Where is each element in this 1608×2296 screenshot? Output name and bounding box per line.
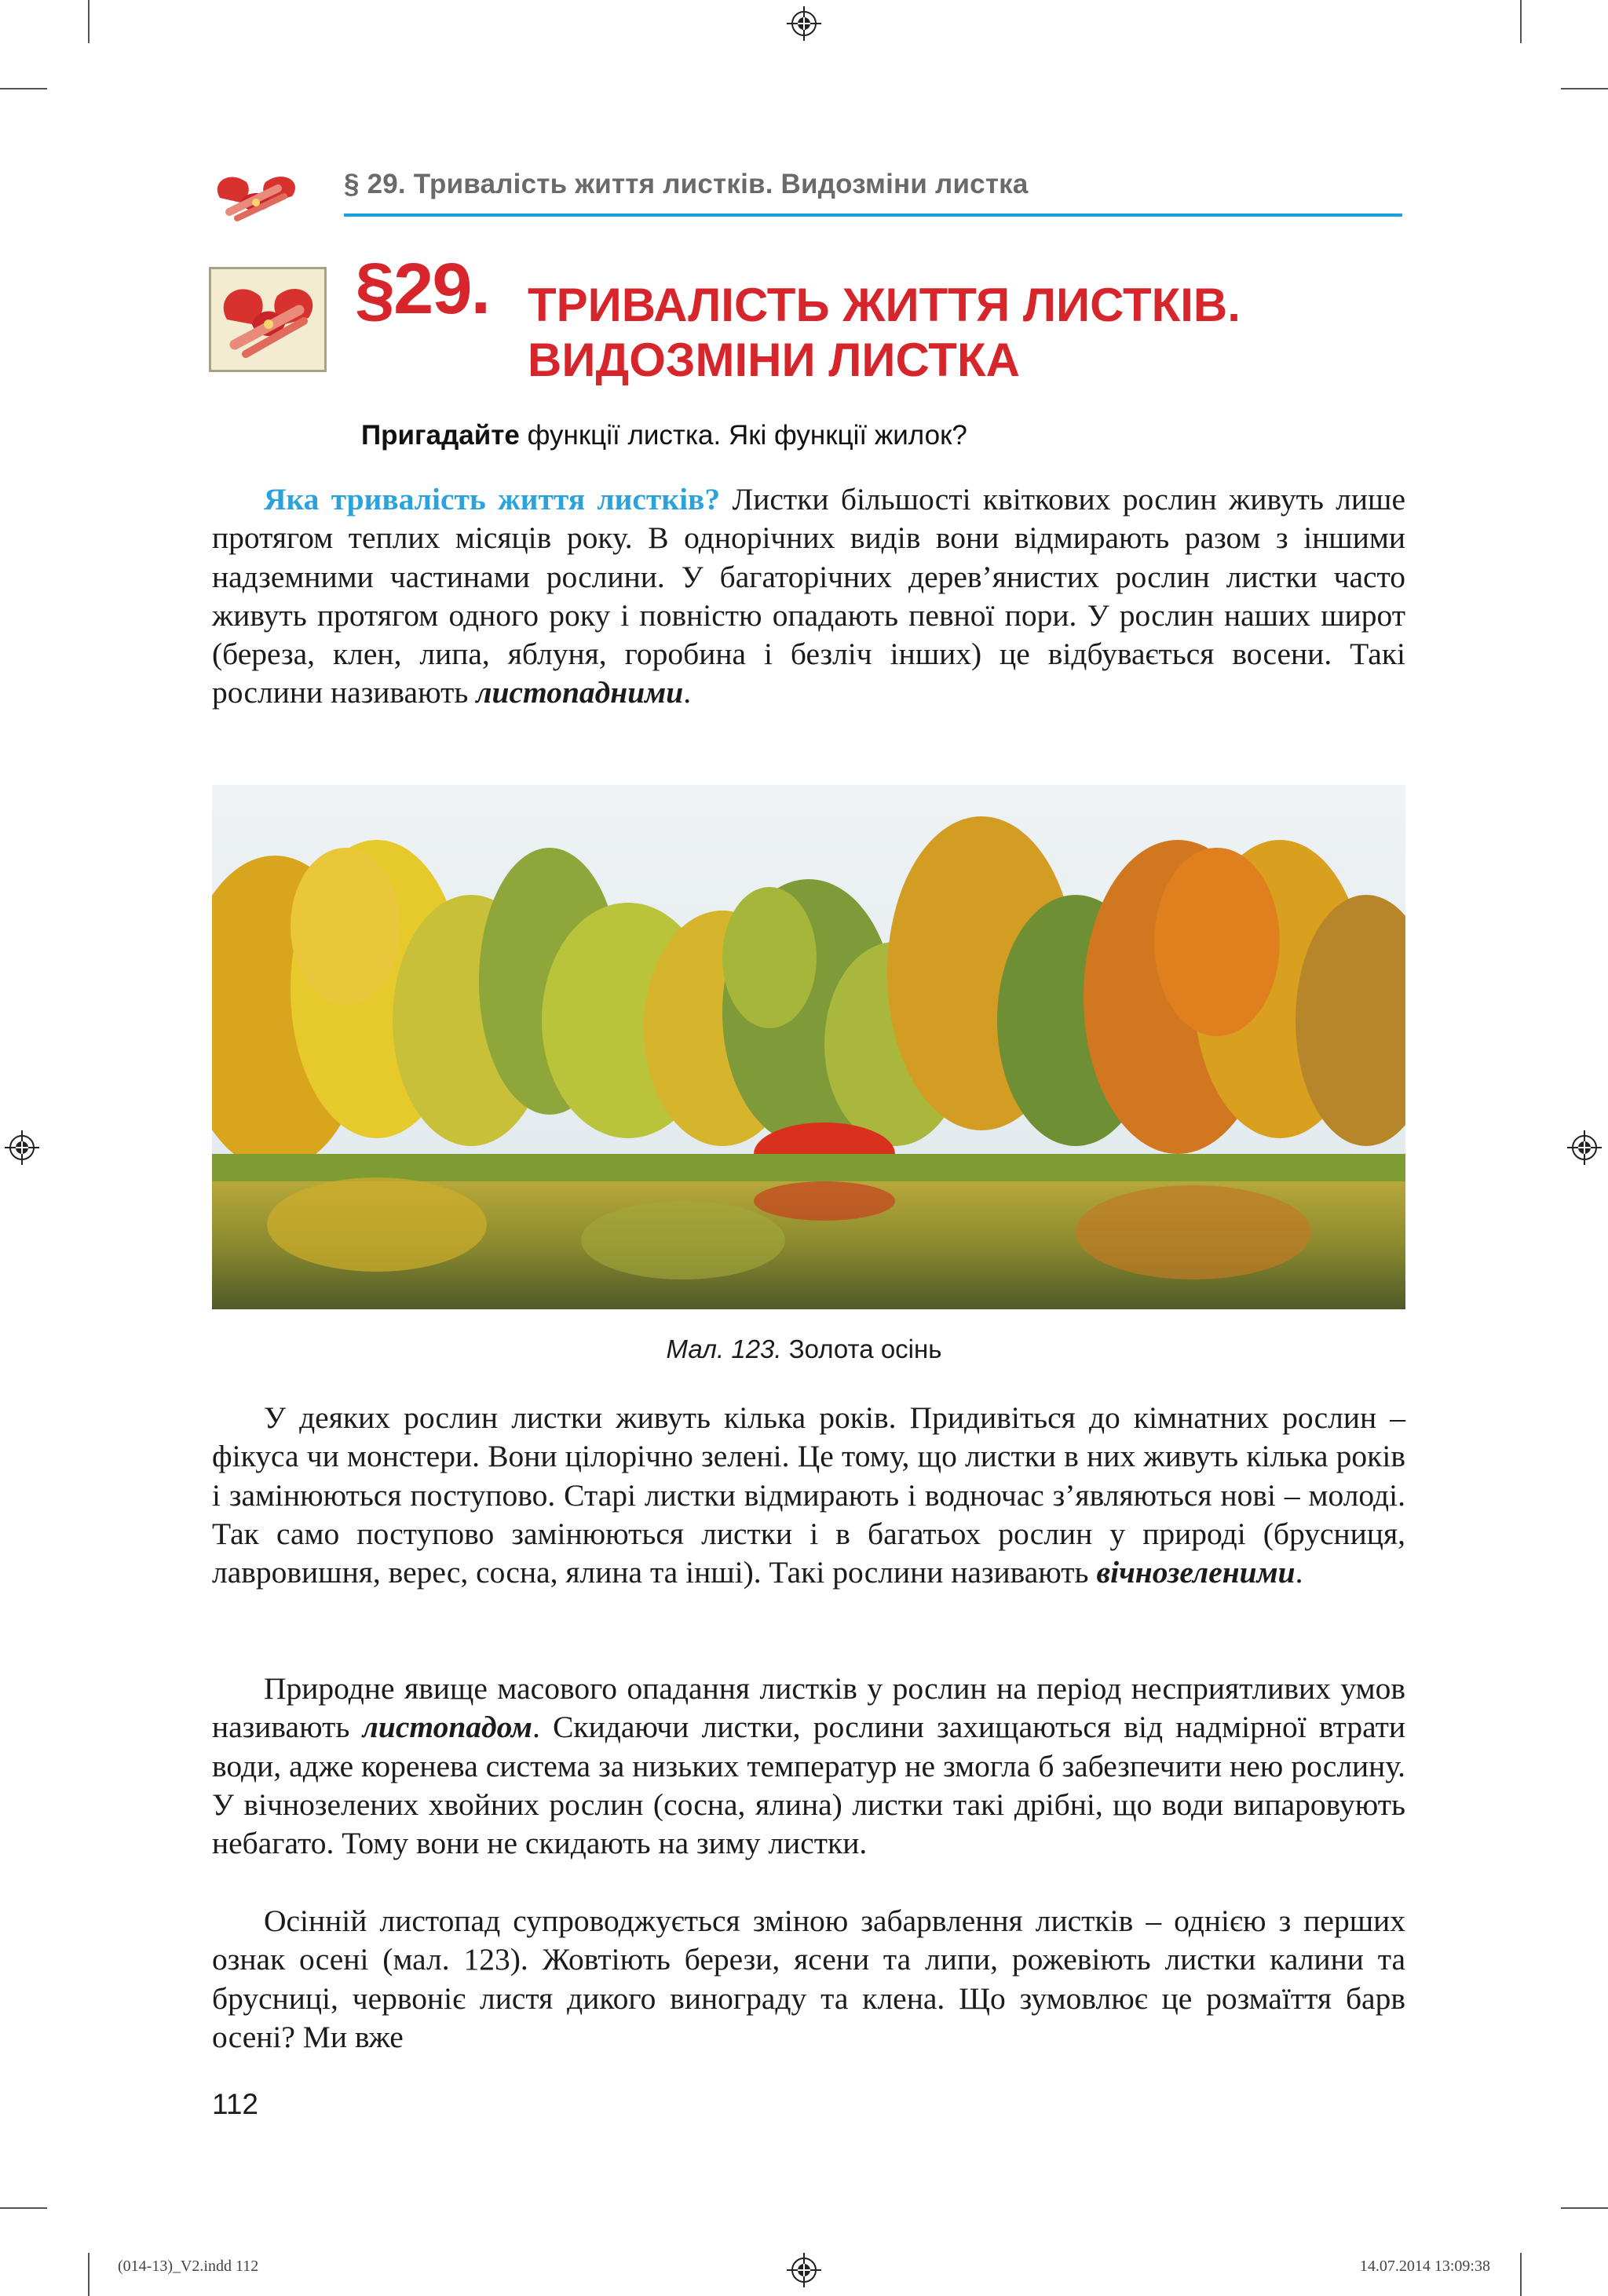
paragraph	[212, 1399, 1405, 1592]
flower-icon	[206, 166, 306, 226]
paragraph-end: .	[683, 675, 692, 710]
recall-prompt	[361, 420, 967, 451]
section-title	[528, 278, 1241, 388]
running-header: § 29. Тривалість життя листків. Видозміни листка	[344, 169, 1029, 199]
crop-mark	[1561, 88, 1608, 89]
section-number: §29.	[355, 249, 490, 329]
registration-mark-icon	[787, 2253, 821, 2287]
slug-date: 14.07.2014 13:09:38	[1359, 2258, 1490, 2275]
crop-mark	[1561, 2207, 1608, 2209]
paragraph-text: Природне явище масового опадання листків у рослин на період несприятливих умов називають	[212, 1671, 1405, 1745]
page-number: 112	[212, 2088, 258, 2120]
recall-text: функції листка. Які функції жилок?	[519, 420, 967, 451]
registration-mark-icon	[787, 6, 821, 41]
autumn-photo	[212, 785, 1405, 1309]
question-lead: Яка тривалість життя листків?	[264, 482, 721, 517]
paragraph-end: .	[1295, 1555, 1303, 1590]
crop-mark	[88, 2253, 90, 2296]
slug-file: (014-13)_V2.indd 112	[118, 2258, 259, 2275]
section-emblem	[209, 267, 327, 372]
paragraph	[212, 480, 1405, 713]
paragraph-text: У деяких рослин листки живуть кілька років. Придивіться до кімнатних рослин – фікуса чи монстери. Вони цілорічно зелені. Це тому, що листки в них живуть кілька років і замінюються поступово. Старі листки відмирають і водночас з’являються нові – молоді. Так само поступово замінюються листки і в багатьох рослин у природі (брусниця, лавровишня, верес, сосна, ялина та інші). Такі рослини називають	[212, 1400, 1405, 1590]
flower-icon	[211, 269, 324, 370]
paragraph-text: Листки більшості квіткових рослин живуть лише протягом теплих місяців року. В однорічних видів вони відмирають разом з іншими надземними частинами рослини. У багаторічних дерев’янистих рослин листки часто живуть протягом одного року і повністю опадають певної пори. У рослин наших широт (береза, клен, липа, яблуня, горобина і безліч інших) це відбувається восени. Такі рослини називають	[212, 482, 1405, 710]
registration-mark-icon	[5, 1130, 39, 1165]
crop-mark	[88, 0, 90, 43]
figure-caption	[0, 1334, 1608, 1364]
paragraph-text: Осінній листопад супроводжується зміною забарвлення листків – однією з перших ознак осені (мал. 123). Жовтіють берези, ясени та липи, рожевіють листки калини та брусниці, червоніє листя дикого винограду та клена. Що зумовлює це розмаїття барв осені? Ми вже	[212, 1904, 1405, 2054]
figure-caption-text: Золота осінь	[781, 1334, 942, 1363]
term: листопадом	[362, 1710, 532, 1745]
registration-mark-icon	[1567, 1130, 1602, 1165]
paragraph	[212, 1670, 1405, 1863]
figure-label: Мал. 123.	[666, 1334, 782, 1363]
term: вічнозеленими	[1096, 1555, 1296, 1590]
crop-mark	[0, 88, 47, 89]
term: листопадними	[476, 675, 684, 710]
header-rule	[344, 214, 1402, 217]
paragraph	[212, 1902, 1405, 2057]
crop-mark	[1520, 0, 1522, 43]
section-title-line: ТРИВАЛІСТЬ ЖИТТЯ ЛИСТКІВ.	[528, 279, 1241, 331]
paragraph-text: . Скидаючи листки, рослини захищаються від надмірної втрати води, адже коренева система за низьких температур не змогла б забезпечити нею рослину. У вічнозелених хвойних рослин (сосна, ялина) листки такі дрібні, що води випаровують небагато. Тому вони не скидають на зиму листки.	[212, 1710, 1406, 1861]
section-title-line: ВИДОЗМІНИ ЛИСТКА	[528, 334, 1020, 386]
recall-bold: Пригадайте	[361, 420, 520, 451]
crop-mark	[1520, 2253, 1522, 2296]
crop-mark	[0, 2207, 47, 2209]
